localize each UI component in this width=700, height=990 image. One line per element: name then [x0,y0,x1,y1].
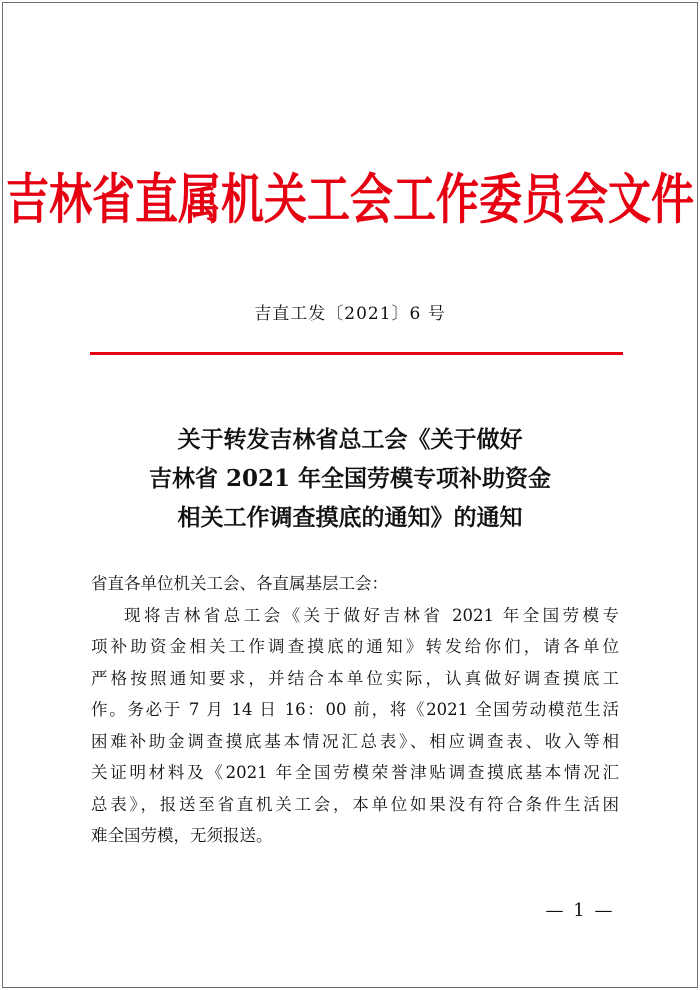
body-line: 难全国劳模，无须报送。 [91,826,273,845]
page-number: — 1 — [545,900,615,921]
notice-body [91,568,619,852]
red-divider-line [90,352,623,355]
body-line: 项补助资金相关工作调查摸底的通知》转发给你们，请各单位 [91,637,619,656]
notice-title [0,420,700,537]
notice-title-line: 相关工作调查摸底的通知》的通知 [177,504,523,531]
salutation: 省直各单位机关工会、各直属基层工会： [91,574,388,593]
org-title: 吉林省直属机关工会工作委员会文件 [6,169,694,232]
body-line: 作。务必于 7 月 14 日 16：00 前，将《2021 全国劳动模范生活 [91,700,619,719]
notice-title-line: 关于转发吉林省总工会《关于做好 [177,426,523,453]
body-line: 总表》，报送至省直机关工会，本单位如果没有符合条件生活困 [91,794,619,814]
body-line: 现将吉林省总工会《关于做好吉林省 2021 年全国劳模专 [124,605,619,625]
document-number: 吉直工发〔2021〕6 号 [254,304,446,324]
body-line: 严格按照通知要求，并结合本单位实际，认真做好调查摸底工 [91,668,619,688]
body-line: 困难补助金调查摸底基本情况汇总表》、相应调查表、收入等相 [91,731,619,751]
notice-title-line: 吉林省 2021 年全国劳模专项补助资金 [148,465,552,492]
body-line: 关证明材料及《2021 年全国劳模荣誉津贴调查摸底基本情况汇 [91,763,619,782]
